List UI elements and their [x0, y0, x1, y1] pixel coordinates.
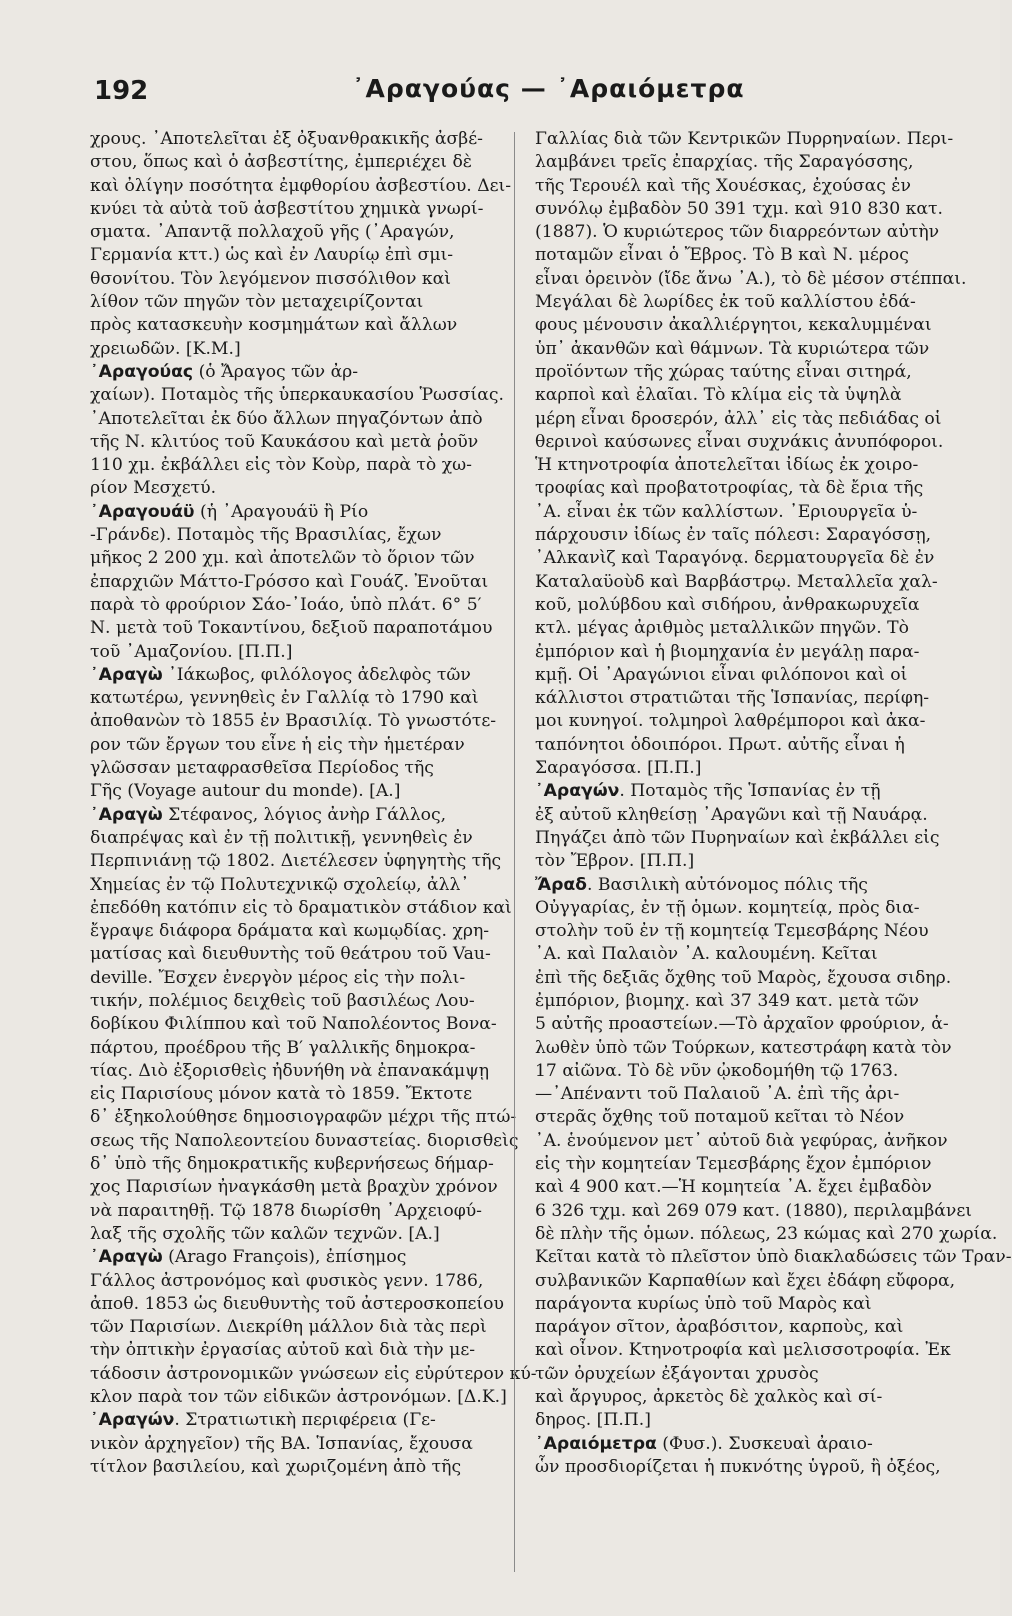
line-text: Πηγάζει ἀπὸ τῶν Πυρηναίων καὶ ἐκβάλλει εἰς	[535, 827, 940, 848]
line-text: στερᾶς ὄχθης τοῦ ποταμοῦ κεῖται τὸ Νέον	[535, 1107, 905, 1128]
text-line	[90, 175, 512, 198]
line-text: προϊόντων τῆς χώρας ταύτης εἶναι σιτηρά,	[535, 361, 912, 382]
line-text: σματα. ᾿Απαντᾷ πολλαχοῦ γῆς (᾿Αραγών,	[90, 222, 455, 243]
text-line	[535, 1433, 935, 1456]
text-line	[535, 687, 935, 710]
text-line	[90, 1083, 490, 1106]
text-line	[535, 501, 935, 524]
line-text: Κεῖται κατὰ τὸ πλεῖστον ὑπὸ διακλαδώσεις τῶν Τραν-	[535, 1247, 1012, 1268]
text-line	[90, 1270, 490, 1293]
text-line	[535, 897, 935, 920]
line-text: τοῦ ᾿Αμαζονίου. [Π.Π.]	[90, 641, 293, 662]
text-line	[535, 1223, 998, 1246]
line-text: κάλλιστοι στρατιῶται τῆς Ἱσπανίας, περίφη-	[535, 688, 930, 709]
text-line	[90, 1433, 490, 1456]
line-text: ᾿Ιάκωβος, φιλόλογος ἀδελφὸς τῶν	[162, 664, 471, 685]
text-line	[90, 338, 490, 361]
line-text: δηρος. [Π.Π.]	[535, 1410, 651, 1431]
line-text: Γερμανία κττ.) ὡς καὶ ἐν Λαυρίῳ ἐπὶ σμι-	[90, 245, 454, 266]
line-text: ᾿Α. ἑνούμενον μετ᾿ αὐτοῦ διὰ γεφύρας, ἀνῆκον	[535, 1130, 948, 1151]
line-text: λαξ τῆς σχολῆς τῶν καλῶν τεχνῶν. [Α.]	[90, 1223, 440, 1244]
text-line	[90, 1293, 504, 1316]
text-line	[90, 454, 490, 477]
line-text: Οὐγγαρίας, ἐν τῇ ὁμων. κομητείᾳ, πρὸς δια-	[535, 897, 920, 918]
text-line	[535, 1456, 941, 1479]
entry-headword: ᾿Αραιόμετρα	[535, 1433, 657, 1454]
line-text: ποταμῶν εἶναι ὁ Ἔβρος. Τὸ Β καὶ Ν. μέρος	[535, 245, 909, 266]
text-line	[535, 1293, 935, 1316]
text-line	[90, 1060, 490, 1083]
text-line	[535, 314, 935, 337]
text-line	[90, 1106, 517, 1129]
text-line	[90, 687, 490, 710]
text-line	[90, 874, 490, 897]
line-text: κμῇ. Οἱ ᾿Αραγώνιοι εἶναι φιλόπονοι καὶ οἱ	[535, 664, 908, 685]
text-line	[535, 1409, 935, 1432]
text-line	[90, 850, 502, 873]
text-line	[90, 571, 490, 594]
text-line	[90, 920, 490, 943]
text-line	[535, 1013, 949, 1036]
line-text: . Βασιλικὴ αὐτόνομος πόλις τῆς	[587, 874, 868, 895]
text-line	[90, 501, 490, 524]
text-line	[90, 361, 490, 384]
line-text: χαίων). Ποταμὸς τῆς ὑπερκαυκασίου Ῥωσσίας.	[90, 385, 504, 406]
text-line	[535, 361, 935, 384]
text-line	[90, 1176, 498, 1199]
line-text: κατωτέρω, γεννηθεὶς ἐν Γαλλίᾳ τὸ 1790 καὶ	[90, 688, 479, 709]
entry-headword: ᾿Αραγουάϋ	[90, 501, 195, 522]
line-text: πρὸς κατασκευὴν κοσμημάτων καὶ ἄλλων	[90, 315, 458, 336]
text-line	[535, 920, 935, 943]
text-line	[90, 408, 490, 431]
line-text: ἐπὶ τῆς δεξιᾶς ὄχθης τοῦ Μαρὸς, ἔχουσα σιδηρ.	[535, 967, 952, 988]
text-line	[535, 967, 952, 990]
text-line	[90, 244, 490, 267]
text-line	[90, 897, 512, 920]
text-line	[90, 967, 490, 990]
line-text: τὴν ὀπτικὴν ἐργασίας αὐτοῦ καὶ διὰ τὴν με-	[90, 1340, 476, 1361]
line-text: θερινοὶ καύσωνες εἶναι συχνάκις ἀνυπόφοροι.	[535, 431, 944, 452]
entry-headword: ᾿Αραγούας	[90, 361, 194, 382]
line-text: deville. Ἔσχεν ἐνεργὸν μέρος εἰς τὴν πολι-	[90, 967, 466, 988]
line-text: τροφίας καὶ προβατοτροφίας, τὰ δὲ ἔρια τῆς	[535, 478, 924, 499]
text-line	[90, 757, 490, 780]
line-text: Καταλαϋοὺδ καὶ Βαρβάστρῳ. Μεταλλεῖα χαλ-	[535, 571, 938, 592]
text-line	[535, 1316, 935, 1339]
text-line	[90, 524, 490, 547]
line-text: Περπινιάνῃ τῷ 1802. Διετέλεσεν ὑφηγητὴς τῆς	[90, 851, 502, 872]
line-text: λίθον τῶν πηγῶν τὸν μεταχειρίζονται	[90, 292, 424, 313]
line-text: 110 χμ. ἐκβάλλει εἰς τὸν Κοὺρ, παρὰ τὸ χω-	[90, 455, 472, 476]
text-line	[90, 1363, 537, 1386]
entry-headword: ᾿Αραγὼ	[90, 1247, 163, 1268]
text-line	[90, 268, 490, 291]
text-line	[535, 827, 940, 850]
line-text: (ἡ ᾿Αραγουάϋ ἢ Ρίο	[194, 501, 369, 522]
line-text: καὶ οἶνον. Κτηνοτροφία καὶ μελισσοτροφία. Ἐκ	[535, 1340, 951, 1361]
page-header	[90, 58, 940, 118]
line-text: Μεγάλαι δὲ λωρίδες ἐκ τοῦ καλλίστου ἐδά-	[535, 292, 916, 313]
line-text: Ἡ κτηνοτροφία ἀποτελεῖται ἰδίως ἐκ χοιρο-	[535, 455, 919, 476]
line-text: συλβανικῶν Καρπαθίων καὶ ἔχει ἐδάφη εὔφορα,	[535, 1270, 956, 1291]
text-line	[90, 1013, 497, 1036]
line-text: ταπόνητοι ὁδοιπόροι. Πρωτ. αὐτῆς εἶναι ἡ	[535, 734, 905, 755]
line-text: πάρχουσιν ἰδίως ἐν ταῖς πόλεσι: Σαραγόσσῃ,	[535, 525, 932, 546]
text-line	[535, 1363, 935, 1386]
text-line	[535, 221, 940, 244]
text-line	[535, 175, 935, 198]
entry-headword: ᾿Αραγὼ	[90, 664, 163, 685]
line-text: εἰς Παρισίους μόνον κατὰ τὸ 1859. Ἔκτοτε	[90, 1084, 473, 1105]
line-text: ἐπεδόθη κατόπιν εἰς τὸ δραματικὸν στάδιον καὶ	[90, 897, 512, 918]
text-line	[535, 198, 943, 221]
line-text: -Γράνδε). Ποταμὸς τῆς Βρασιλίας, ἔχων	[90, 525, 442, 546]
line-text: κοῦ, μολύβδου καὶ σιδήρου, ἀνθρακωρυχεῖα	[535, 594, 920, 615]
text-line	[90, 804, 490, 827]
line-text: φους μένουσιν ἀκαλλιέργητοι, κεκαλυμμέναι	[535, 315, 932, 336]
running-title: ᾿Αραγούας — ᾿Αραιόμετρα	[352, 74, 745, 103]
line-text: 5 αὐτῆς προαστείων.—Τὸ ἀρχαῖον φρούριον, ἁ-	[535, 1014, 949, 1035]
line-text: (ὁ Ἄραγος τῶν ἀρ-	[193, 361, 359, 382]
text-line	[535, 1339, 951, 1362]
line-text: καὶ 4 900 κατ.—Ἡ κομητεία ᾿Α. ἔχει ἐμβαδὸν	[535, 1177, 932, 1198]
line-text: Στέφανος, λόγιος ἀνὴρ Γάλλος,	[162, 804, 447, 825]
line-text: ᾿Αποτελεῖται ἐκ δύο ἄλλων πηγαζόντων ἀπὸ	[90, 408, 483, 429]
line-text: χρους. ᾿Αποτελεῖται ἐξ ὀξυανθρακικῆς ἀσβέ-	[90, 129, 483, 149]
line-text: καὶ ἄργυρος, ἀρκετὸς δὲ χαλκὸς καὶ σί-	[535, 1387, 883, 1408]
line-text: Σαραγόσσα. [Π.Π.]	[535, 758, 702, 779]
line-text: δοβίκου Φιλίππου καὶ τοῦ Ναπολέοντος Βονα-	[90, 1014, 497, 1035]
text-line	[90, 198, 490, 221]
text-line	[535, 1083, 935, 1106]
line-text: (Φυσ.). Συσκευαὶ ἀραιο-	[656, 1433, 873, 1454]
text-line	[90, 1339, 490, 1362]
line-text: παρὰ τὸ φρούριον Σάο-᾿Ιοάο, ὑπὸ πλάτ. 6° 5′	[90, 594, 482, 615]
text-line	[90, 990, 490, 1013]
line-text: λωθὲν ὑπὸ τῶν Τούρκων, κατεστράφη κατὰ τὸν	[535, 1037, 952, 1058]
line-text: τῆς Τερουέλ καὶ τῆς Χουέσκας, ἐχούσας ἐν	[535, 175, 911, 196]
entry-headword: ᾿Αραγών	[90, 1410, 175, 1431]
text-line	[90, 477, 490, 500]
text-line	[90, 291, 490, 314]
text-line	[535, 990, 935, 1013]
text-line	[535, 757, 935, 780]
line-text: τῶν ὀρυχείων ἐξάγονται χρυσὸς	[535, 1363, 819, 1384]
text-line	[90, 1316, 490, 1339]
line-text: τῆς Ν. κλιτύος τοῦ Καυκάσου καὶ μετὰ ῥοῦν	[90, 431, 479, 452]
line-text: ἔγραψε διάφορα δράματα καὶ κωμῳδίας. χρη-	[90, 921, 490, 942]
line-text: καὶ ὀλίγην ποσότητα ἐμφθορίου ἀσβεστίου. Δει-	[90, 175, 512, 196]
line-text: συνόλῳ ἐμβαδὸν 50 391 τχμ. καὶ 910 830 κατ.	[535, 198, 943, 219]
line-text: ᾿Αλκανὶζ καὶ Ταραγόνᾳ. δερματουργεῖα δὲ ἐν	[535, 548, 935, 569]
entry-headword: ᾿Αραγών	[535, 781, 620, 802]
line-text: ἐμπόριον καὶ ἡ βιομηχανία ἐν μεγάλῃ παρα-	[535, 641, 920, 662]
line-text: μέρη εἶναι δροσερόν, ἀλλ᾿ εἰς τὰς πεδιάδας οἱ	[535, 408, 942, 429]
line-text: τικήν, πολέμιος δειχθεὶς τοῦ βασιλέως Λου-	[90, 990, 475, 1011]
text-line	[90, 1409, 490, 1432]
line-text: θσονίτου. Τὸν λεγόμενον πισσόλιθον καὶ	[90, 268, 451, 289]
line-text: κλον παρὰ τον τῶν εἰδικῶν ἀστρονόμων. [Δ.Κ.]	[90, 1387, 507, 1408]
page-number: 192	[94, 76, 149, 106]
line-text: Γάλλος ἀστρονόμος καὶ φυσικὸς γενν. 1786,	[90, 1270, 484, 1291]
line-text: 17 αἰῶνα. Τὸ δὲ νῦν ᾠκοδομήθη τῷ 1763.	[535, 1060, 899, 1081]
line-text: στου, ὅπως καὶ ὁ ἀσβεστίτης, ἐμπεριέχει δὲ	[90, 152, 473, 173]
text-line	[535, 524, 935, 547]
text-line	[535, 547, 935, 570]
line-text: (1887). Ὁ κυριώτερος τῶν διαρρεόντων αὐτὴν	[535, 222, 940, 243]
line-text: πάρτου, προέδρου τῆς Β′ γαλλικῆς δημοκρα-	[90, 1037, 476, 1058]
line-text: Ν. μετὰ τοῦ Τοκαντίνου, δεξιοῦ παραποτάμου	[90, 618, 493, 639]
line-text: εἰς τὴν κομητείαν Τεμεσβάρης ἔχον ἐμπόριον	[535, 1154, 932, 1175]
text-line	[535, 408, 942, 431]
text-line	[535, 1386, 935, 1409]
line-text: ὧν προσδιορίζεται ἡ πυκνότης ὑγροῦ, ἢ ὀξέος,	[535, 1456, 941, 1477]
line-text: ἐπαρχιῶν Μάττο-Γρόσσο καὶ Γουάζ. Ἐνοῦται	[90, 571, 489, 592]
text-line	[90, 617, 493, 640]
line-text: κνύει τὰ αὐτὰ τοῦ ἀσβεστίτου χημικὰ γνωρί-	[90, 198, 484, 219]
text-line	[535, 1153, 935, 1176]
text-line	[535, 291, 935, 314]
text-line	[535, 151, 935, 174]
line-text: ᾿Α. εἶναι ἐκ τῶν καλλίστων. ᾿Εριουργεῖα ὑ-	[535, 501, 918, 522]
text-line	[535, 710, 935, 733]
text-line	[535, 664, 935, 687]
text-line	[90, 431, 490, 454]
line-text: ὑπ᾿ ἀκανθῶν καὶ θάμνων. Τὰ κυριώτερα τῶν	[535, 338, 930, 359]
line-text: ματίσας καὶ διευθυντὴς τοῦ θεάτρου τοῦ Vau-	[90, 944, 491, 965]
line-text: διαπρέψας καὶ ἐν τῇ πολιτικῇ, γεννηθεὶς ἐν	[90, 827, 473, 848]
line-text: (Arago François), ἐπίσημος	[162, 1247, 407, 1268]
line-text: μοι κυνηγοί. τολμηροὶ λαθρέμποροι καὶ ἀκα-	[535, 711, 926, 732]
line-text: —᾿Απέναντι τοῦ Παλαιοῦ ᾿Α. ἐπὶ τῆς ἀρι-	[535, 1084, 900, 1105]
text-line	[90, 710, 497, 733]
text-line	[535, 268, 967, 291]
text-line	[535, 734, 935, 757]
line-text: τίας. Διὸ ἐξορισθεὶς ἠδυνήθη νὰ ἐπανακάμψῃ	[90, 1060, 490, 1081]
text-line	[535, 1106, 935, 1129]
text-line	[90, 1223, 490, 1246]
text-line	[90, 314, 490, 337]
text-line	[535, 780, 935, 803]
text-line	[535, 1037, 952, 1060]
line-text: χρειωδῶν. [Κ.Μ.]	[90, 338, 241, 359]
text-line	[535, 874, 935, 897]
text-line	[90, 641, 490, 664]
line-text: σεως τῆς Ναπολεοντείου δυναστείας. διορισθεὶς	[90, 1130, 519, 1151]
line-text: χος Παρισίων ἠναγκάσθη μετὰ βραχὺν χρόνον	[90, 1177, 498, 1198]
text-line	[535, 477, 935, 500]
line-text: ἐμπόριον, βιομηχ. καὶ 37 349 κατ. μετὰ τῶν	[535, 990, 919, 1011]
text-line	[535, 594, 935, 617]
line-text: δ᾿ ὑπὸ τῆς δημοκρατικῆς κυβερνήσεως δήμαρ-	[90, 1154, 494, 1175]
text-line	[535, 1176, 935, 1199]
entry-headword: Ἄραδ	[535, 874, 587, 895]
text-line	[535, 1130, 948, 1153]
line-text: λαμβάνει τρεῖς ἐπαρχίας. τῆς Σαραγόσσης,	[535, 152, 914, 173]
right-column	[535, 128, 1012, 1479]
line-text: ρίον Μεσχετύ.	[90, 478, 217, 499]
text-line	[90, 151, 490, 174]
line-text: 6 326 τχμ. καὶ 269 079 κατ. (1880), περιλαμβάνει	[535, 1200, 972, 1221]
text-line	[535, 943, 935, 966]
line-text: παράγον σῖτον, ἀραβόσιτον, καρποὺς, καὶ	[535, 1317, 904, 1338]
line-text: Γῆς (Voyage autour du monde). [Α.]	[90, 781, 401, 802]
text-line	[535, 850, 935, 873]
line-text: . Στρατιωτικὴ περιφέρεια (Γε-	[174, 1410, 436, 1431]
text-line	[535, 617, 935, 640]
text-line	[535, 804, 935, 827]
text-line	[90, 943, 490, 966]
text-line	[90, 1246, 490, 1269]
text-line	[535, 454, 935, 477]
line-text: δ᾿ ἐξηκολούθησε δημοσιογραφῶν μέχρι τῆς πτώ-	[90, 1107, 517, 1128]
line-text: . Ποταμὸς τῆς Ἱσπανίας ἐν τῇ	[619, 781, 881, 802]
line-text: στολὴν τοῦ ἐν τῇ κομητείᾳ Τεμεσβάρης Νέου	[535, 921, 929, 942]
text-line	[535, 1270, 956, 1293]
line-text: τῶν Παρισίων. Διεκρίθη μάλλον διὰ τὰς περὶ	[90, 1317, 487, 1338]
text-line	[535, 338, 935, 361]
entry-headword: ᾿Αραγὼ	[90, 804, 163, 825]
text-line	[90, 1456, 490, 1479]
line-text: εἶναι ὀρεινὸν (ἴδε ἄνω ᾿Α.), τὸ δὲ μέσον στέππαι.	[535, 268, 967, 289]
text-line	[90, 128, 490, 151]
line-text: τάδοσιν ἀστρονομικῶν γνώσεων εἰς εὐρύτερον κύ-	[90, 1363, 537, 1384]
text-line	[535, 571, 938, 594]
text-line	[535, 1200, 972, 1223]
text-line	[90, 1037, 490, 1060]
line-text: νὰ παραιτηθῇ. Τῷ 1878 διωρίσθη ᾿Αρχειοφύ-	[90, 1200, 482, 1221]
text-line	[90, 1130, 519, 1153]
line-text: τίτλον βασιλείου, καὶ χωριζομένη ἀπὸ τῆς	[90, 1456, 462, 1477]
line-text: κτλ. μέγας ἀριθμὸς μεταλλικῶν πηγῶν. Τὸ	[535, 618, 909, 639]
text-line	[535, 431, 944, 454]
line-text: γλῶσσαν μεταφρασθεῖσα Περίοδος τῆς	[90, 758, 434, 779]
text-line	[90, 780, 490, 803]
line-text: ᾿Α. καὶ Παλαιὸν ᾿Α. καλουμένη. Κεῖται	[535, 944, 878, 965]
line-text: Χημείας ἐν τῷ Πολυτεχνικῷ σχολείῳ, ἀλλ᾿	[90, 874, 470, 895]
text-line	[90, 1153, 494, 1176]
text-line	[535, 1060, 935, 1083]
line-text: ἀποθ. 1853 ὡς διευθυντὴς τοῦ ἀστεροσκοπείου	[90, 1293, 504, 1314]
line-text: Γαλλίας διὰ τῶν Κεντρικῶν Πυρρηναίων. Περι-	[535, 129, 954, 149]
line-text: δὲ πλὴν τῆς ὁμων. πόλεως, 23 κώμας καὶ 270 χωρία.	[535, 1223, 998, 1244]
text-line	[535, 128, 954, 151]
text-line	[535, 244, 935, 267]
text-line	[90, 664, 490, 687]
text-line	[90, 734, 490, 757]
line-text: καρποὶ καὶ ἐλαῖαι. Τὸ κλίμα εἰς τὰ ὑψηλὰ	[535, 385, 902, 406]
left-column	[90, 128, 537, 1479]
text-line	[90, 221, 490, 244]
text-line	[535, 641, 935, 664]
text-line	[90, 547, 490, 570]
line-text: μῆκος 2 200 χμ. καὶ ἀποτελῶν τὸ ὅριον τῶν	[90, 548, 475, 569]
line-text: νικὸν ἀρχηγεῖον) τῆς ΒΑ. Ἱσπανίας, ἔχουσα	[90, 1433, 473, 1454]
text-line	[90, 1200, 490, 1223]
line-text: ἀποθανὼν τὸ 1855 ἐν Βρασιλίᾳ. Τὸ γνωστότε-	[90, 711, 497, 732]
line-text: τὸν Ἔβρον. [Π.Π.]	[535, 851, 695, 872]
text-line	[90, 1386, 507, 1409]
column-divider	[514, 132, 515, 1572]
text-line	[90, 384, 504, 407]
text-line	[90, 594, 490, 617]
text-line	[90, 827, 490, 850]
line-text: ρον τῶν ἔργων του εἶνε ἡ εἰς τὴν ἡμετέραν	[90, 734, 465, 755]
text-line	[535, 1246, 1012, 1269]
line-text: ἐξ αὐτοῦ κληθείσῃ ᾿Αραγῶνι καὶ τῇ Ναυάρᾳ.	[535, 804, 928, 825]
line-text: παράγοντα κυρίως ὑπὸ τοῦ Μαρὸς καὶ	[535, 1293, 872, 1314]
text-line	[535, 384, 935, 407]
